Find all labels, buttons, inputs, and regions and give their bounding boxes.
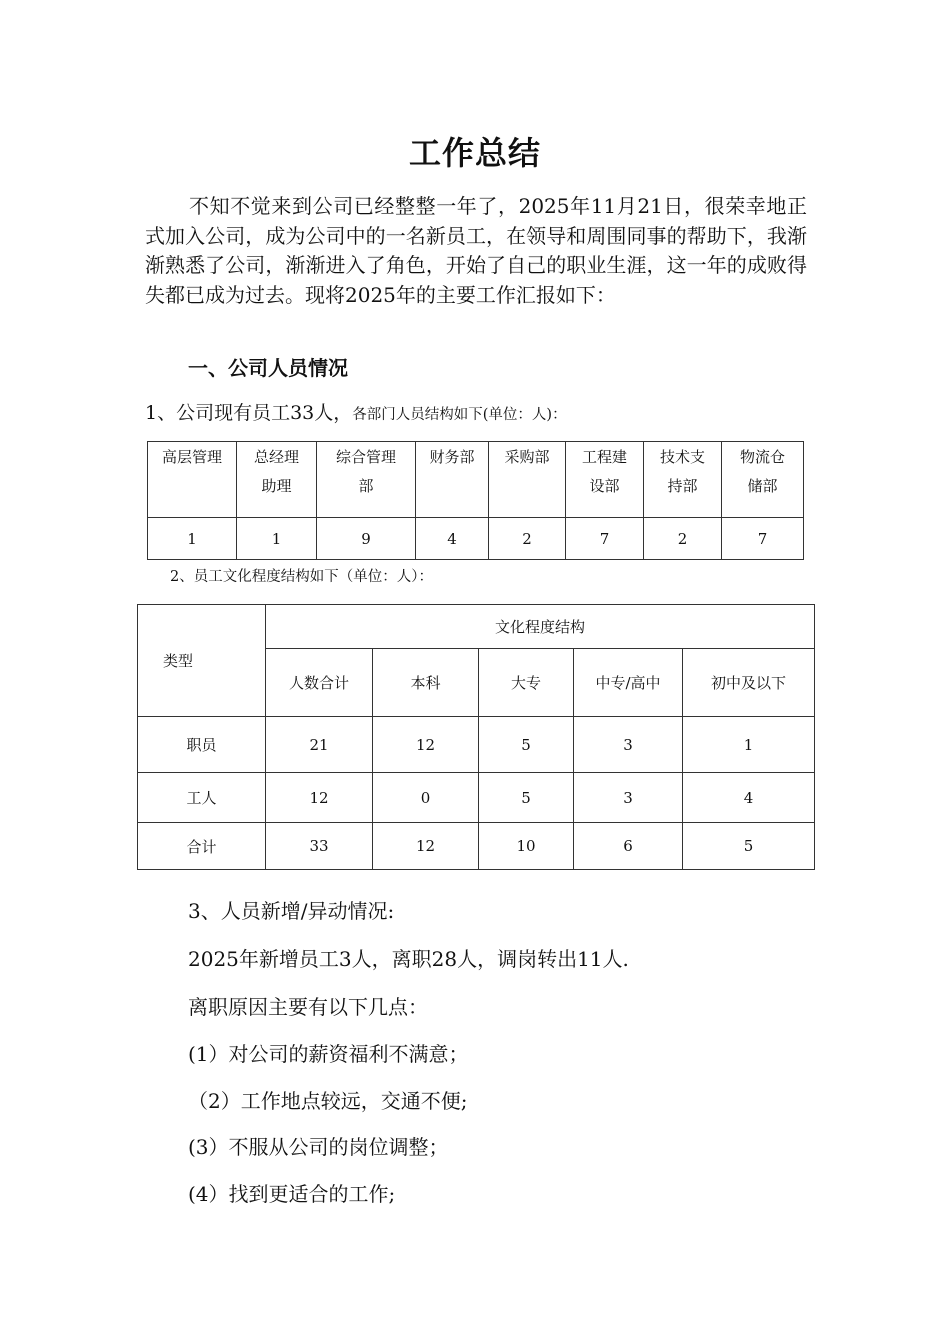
- value-cell: 12: [373, 823, 479, 870]
- personnel-change-summary: 2025年新增员工3人，离职28人，调岗转出11人.: [188, 947, 629, 971]
- row-label-cell: 工人: [138, 773, 266, 823]
- reason-item: （2）工作地点较远，交通不便;: [188, 1089, 468, 1113]
- value-cell: 5: [479, 773, 574, 823]
- dept-value-cell: 7: [722, 518, 804, 560]
- table-header-row: [138, 605, 815, 649]
- table-row: [138, 823, 815, 870]
- dept-header-cell: 物流仓 储部: [722, 442, 804, 518]
- value-cell: 10: [479, 823, 574, 870]
- dept-value-cell: 7: [566, 518, 644, 560]
- value-cell: 5: [479, 717, 574, 773]
- dept-header-cell: 高层管理: [148, 442, 237, 518]
- section-heading: 一、公司人员情况: [188, 356, 348, 380]
- column-header-cell: 本科: [373, 649, 479, 717]
- reason-item: (3）不服从公司的岗位调整；: [188, 1135, 449, 1159]
- column-header-cell: 中专/高中: [574, 649, 683, 717]
- reason-item: (1）对公司的薪资福利不满意；: [188, 1042, 469, 1066]
- staff-count-line: [145, 398, 567, 425]
- education-table: [137, 604, 815, 870]
- table-header-row: [148, 442, 804, 518]
- dept-header-cell: 总经理 助理: [237, 442, 317, 518]
- row-label-cell: 职员: [138, 717, 266, 773]
- document-title: 工作总结: [408, 134, 541, 172]
- value-cell: 3: [574, 773, 683, 823]
- reason-item: (4）找到更适合的工作;: [188, 1182, 396, 1206]
- intro-paragraph: 不知不觉来到公司已经整整一年了，2025年11月21日，很荣幸地正式加入公司，成为公司中的一名新员工，在领导和周围同事的帮助下，我渐渐熟悉了公司，渐渐进入了角色，开始了自己的职业生涯，这一年的成败得失都已成为过去。现将2025年的主要工作汇报如下：: [145, 194, 807, 307]
- value-cell: 1: [683, 717, 815, 773]
- dept-header-cell: 工程建 设部: [566, 442, 644, 518]
- group-header-cell: 文化程度结构: [266, 605, 815, 649]
- dept-structure-caption: 各部门人员结构如下(单位：人)：: [352, 407, 567, 423]
- department-table: [147, 441, 804, 560]
- value-cell: 3: [574, 717, 683, 773]
- dept-value-cell: 1: [148, 518, 237, 560]
- education-caption: 2、员工文化程度结构如下（单位：人）：: [170, 569, 433, 585]
- dept-value-cell: 1: [237, 518, 317, 560]
- column-header-cell: 初中及以下: [683, 649, 815, 717]
- dept-header-cell: 综合管理 部: [317, 442, 416, 518]
- staff-count-text: 1、公司现有员工33人，: [145, 402, 353, 424]
- row-label-cell: 合计: [138, 823, 266, 870]
- type-header-cell: 类型: [138, 605, 266, 717]
- table-row: [148, 518, 804, 560]
- table-row: [138, 717, 815, 773]
- personnel-change-heading: 3、人员新增/异动情况:: [188, 899, 395, 923]
- value-cell: 33: [266, 823, 373, 870]
- value-cell: 12: [373, 717, 479, 773]
- dept-value-cell: 4: [416, 518, 489, 560]
- dept-value-cell: 2: [644, 518, 722, 560]
- column-header-cell: 大专: [479, 649, 574, 717]
- table-row: [138, 773, 815, 823]
- value-cell: 4: [683, 773, 815, 823]
- dept-value-cell: 2: [489, 518, 566, 560]
- value-cell: 0: [373, 773, 479, 823]
- value-cell: 12: [266, 773, 373, 823]
- dept-value-cell: 9: [317, 518, 416, 560]
- resignation-reasons-intro: 离职原因主要有以下几点：: [188, 995, 428, 1019]
- column-header-cell: 人数合计: [266, 649, 373, 717]
- dept-header-cell: 财务部: [416, 442, 489, 518]
- value-cell: 21: [266, 717, 373, 773]
- dept-header-cell: 技术支 持部: [644, 442, 722, 518]
- dept-header-cell: 采购部: [489, 442, 566, 518]
- value-cell: 5: [683, 823, 815, 870]
- value-cell: 6: [574, 823, 683, 870]
